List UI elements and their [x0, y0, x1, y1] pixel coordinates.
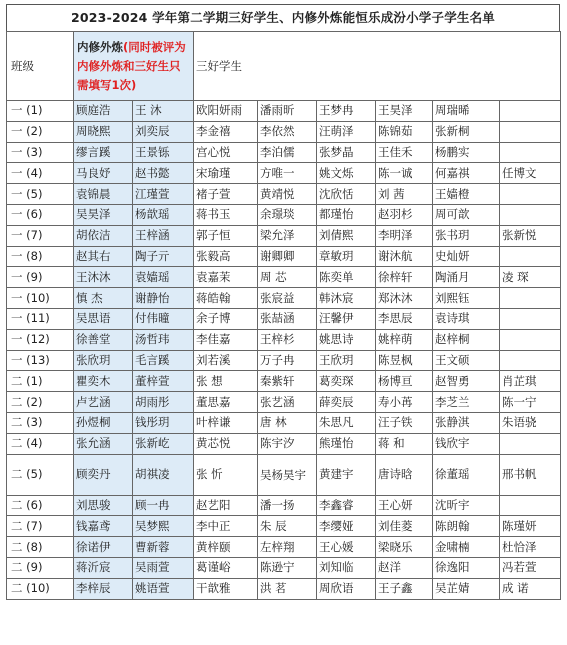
sanhao-name-cell: 刘佳菱 [376, 516, 433, 537]
neixiu-name-cell: 张新屹 [133, 433, 194, 454]
sanhao-name-cell: 张新悦 [500, 225, 561, 246]
sanhao-name-cell: 都瑾怡 [317, 204, 376, 225]
class-cell: 二 (6) [7, 495, 74, 516]
sanhao-name-cell: 宋瑜瑾 [194, 163, 258, 184]
sanhao-name-cell: 陈奕单 [317, 267, 376, 288]
sanhao-name-cell: 陈锦茹 [376, 121, 433, 142]
sanhao-name-cell: 左梓翔 [258, 537, 317, 558]
table-row [7, 225, 561, 246]
sanhao-name-cell: 徐逸阳 [433, 557, 500, 578]
sanhao-name-cell: 凌 琛 [500, 267, 561, 288]
sanhao-name-cell: 史灿妍 [433, 246, 500, 267]
neixiu-name-cell: 徐诺伊 [74, 537, 133, 558]
sanhao-name-cell [500, 204, 561, 225]
class-cell: 二 (5) [7, 454, 74, 495]
table-row [7, 142, 561, 163]
sanhao-name-cell: 袁诗琪 [433, 308, 500, 329]
neixiu-name-cell: 李梓辰 [74, 578, 133, 599]
sanhao-name-cell: 李依然 [258, 121, 317, 142]
sanhao-name-cell: 蒋书玉 [194, 204, 258, 225]
sanhao-name-cell: 张 忻 [194, 454, 258, 495]
sanhao-name-cell: 陈一诚 [376, 163, 433, 184]
neixiu-name-cell: 杨歆瑶 [133, 204, 194, 225]
sanhao-name-cell: 朱 辰 [258, 516, 317, 537]
sanhao-name-cell: 邢书帆 [500, 454, 561, 495]
sanhao-name-cell: 陶涌月 [433, 267, 500, 288]
header-class: 班级 [7, 32, 74, 101]
neixiu-name-cell: 周晓熙 [74, 121, 133, 142]
sanhao-name-cell: 熊瑾怡 [317, 433, 376, 454]
table-row [7, 329, 561, 350]
table-row [7, 412, 561, 433]
sanhao-name-cell: 李中正 [194, 516, 258, 537]
sanhao-name-cell: 陈宇汐 [258, 433, 317, 454]
header-row [7, 32, 561, 101]
document [6, 4, 560, 600]
sanhao-name-cell [500, 101, 561, 122]
sanhao-name-cell: 郑沐沐 [376, 288, 433, 309]
sanhao-name-cell: 梁晓乐 [376, 537, 433, 558]
sanhao-name-cell [500, 142, 561, 163]
sanhao-name-cell: 刘熙钰 [433, 288, 500, 309]
class-cell: 一 (11) [7, 308, 74, 329]
sanhao-name-cell: 赵艺阳 [194, 495, 258, 516]
class-cell: 一 (8) [7, 246, 74, 267]
sanhao-name-cell: 梁允泽 [258, 225, 317, 246]
header-neixiu [74, 32, 194, 101]
sanhao-name-cell: 寿小苒 [376, 392, 433, 413]
neixiu-name-cell: 卢艺涵 [74, 392, 133, 413]
sanhao-name-cell: 陈昱枫 [376, 350, 433, 371]
neixiu-name-cell: 袁嫱瑶 [133, 267, 194, 288]
neixiu-name-cell: 胡祺凌 [133, 454, 194, 495]
sanhao-name-cell: 王梓杉 [258, 329, 317, 350]
neixiu-name-cell: 吴昊泽 [74, 204, 133, 225]
sanhao-name-cell: 黄建宇 [317, 454, 376, 495]
sanhao-name-cell: 叶梓谦 [194, 412, 258, 433]
student-table [6, 31, 561, 600]
sanhao-name-cell: 汪馨伊 [317, 308, 376, 329]
header-neixiu-label: 内修外炼 [77, 39, 123, 54]
neixiu-name-cell: 孙煜桐 [74, 412, 133, 433]
sanhao-name-cell: 吴杨昊宇 [258, 454, 317, 495]
sanhao-name-cell [500, 288, 561, 309]
sanhao-name-cell [500, 184, 561, 205]
sanhao-name-cell: 王梦冉 [317, 101, 376, 122]
neixiu-name-cell: 胡雨彤 [133, 392, 194, 413]
sanhao-name-cell: 杨博亘 [376, 371, 433, 392]
sanhao-name-cell: 赵洋 [376, 557, 433, 578]
class-cell: 二 (1) [7, 371, 74, 392]
sanhao-name-cell: 薛奕辰 [317, 392, 376, 413]
sanhao-name-cell [500, 121, 561, 142]
table-row [7, 163, 561, 184]
sanhao-name-cell: 李芝兰 [433, 392, 500, 413]
table-row [7, 246, 561, 267]
sanhao-name-cell: 章敏玥 [317, 246, 376, 267]
neixiu-name-cell: 谢静怡 [133, 288, 194, 309]
sanhao-name-cell: 赵羽杉 [376, 204, 433, 225]
sanhao-name-cell: 张新桐 [433, 121, 500, 142]
neixiu-name-cell: 慎 杰 [74, 288, 133, 309]
document-title: 2023-2024 学年第二学期三好学生、内修外炼能恒乐成汾小学子学生名单 [6, 4, 560, 31]
sanhao-name-cell: 王嫱橙 [433, 184, 500, 205]
sanhao-name-cell [500, 329, 561, 350]
neixiu-name-cell: 曹新蓉 [133, 537, 194, 558]
neixiu-name-cell: 顾奕丹 [74, 454, 133, 495]
class-cell: 一 (4) [7, 163, 74, 184]
table-row [7, 371, 561, 392]
sanhao-name-cell: 张 想 [194, 371, 258, 392]
neixiu-name-cell: 董梓萱 [133, 371, 194, 392]
sanhao-name-cell: 周 芯 [258, 267, 317, 288]
class-cell: 二 (10) [7, 578, 74, 599]
sanhao-name-cell: 郭子恒 [194, 225, 258, 246]
neixiu-name-cell: 钱彤玥 [133, 412, 194, 433]
sanhao-name-cell: 王欣玥 [317, 350, 376, 371]
sanhao-name-cell: 洪 茗 [258, 578, 317, 599]
class-cell: 一 (6) [7, 204, 74, 225]
neixiu-name-cell: 钱嘉鸢 [74, 516, 133, 537]
sanhao-name-cell: 金啸楠 [433, 537, 500, 558]
class-cell: 二 (3) [7, 412, 74, 433]
sanhao-name-cell: 刘 茜 [376, 184, 433, 205]
class-cell: 二 (2) [7, 392, 74, 413]
table-row [7, 454, 561, 495]
sanhao-name-cell: 张梦晶 [317, 142, 376, 163]
sanhao-name-cell: 杜恰泽 [500, 537, 561, 558]
neixiu-name-cell: 王沐沐 [74, 267, 133, 288]
table-row [7, 537, 561, 558]
sanhao-name-cell: 秦紫轩 [258, 371, 317, 392]
sanhao-name-cell: 李佳嘉 [194, 329, 258, 350]
class-cell: 一 (13) [7, 350, 74, 371]
class-cell: 二 (9) [7, 557, 74, 578]
sanhao-name-cell: 谢卿卿 [258, 246, 317, 267]
neixiu-name-cell: 付伟曈 [133, 308, 194, 329]
sanhao-name-cell: 陈一宁 [500, 392, 561, 413]
class-cell: 一 (9) [7, 267, 74, 288]
sanhao-name-cell: 蒋 和 [376, 433, 433, 454]
sanhao-name-cell: 李泊儒 [258, 142, 317, 163]
sanhao-name-cell: 张毅高 [194, 246, 258, 267]
neixiu-name-cell: 袁锦晨 [74, 184, 133, 205]
sanhao-name-cell: 陈朗翰 [433, 516, 500, 537]
class-cell: 一 (7) [7, 225, 74, 246]
sanhao-name-cell: 沈昕宇 [433, 495, 500, 516]
neixiu-name-cell: 蒋沂宸 [74, 557, 133, 578]
sanhao-name-cell: 干歆雅 [194, 578, 258, 599]
sanhao-name-cell: 周瑞晞 [433, 101, 500, 122]
sanhao-name-cell: 宫心悦 [194, 142, 258, 163]
sanhao-name-cell: 余璟琰 [258, 204, 317, 225]
table-row [7, 433, 561, 454]
table-row [7, 267, 561, 288]
sanhao-name-cell: 王心媛 [317, 537, 376, 558]
neixiu-name-cell: 王梓涵 [133, 225, 194, 246]
sanhao-name-cell: 董思嘉 [194, 392, 258, 413]
neixiu-name-cell: 江瑾萱 [133, 184, 194, 205]
sanhao-name-cell: 张静淇 [433, 412, 500, 433]
sanhao-name-cell: 朱思凡 [317, 412, 376, 433]
neixiu-name-cell: 刘奕辰 [133, 121, 194, 142]
sanhao-name-cell: 李明泽 [376, 225, 433, 246]
sanhao-name-cell: 周欣语 [317, 578, 376, 599]
sanhao-name-cell: 成 诺 [500, 578, 561, 599]
sanhao-name-cell: 冯若萱 [500, 557, 561, 578]
sanhao-name-cell [500, 495, 561, 516]
sanhao-name-cell: 任博文 [500, 163, 561, 184]
sanhao-name-cell: 刘知临 [317, 557, 376, 578]
header-neixiu-note: (同时被评为内修外炼和三好生只需填写1次) [77, 39, 186, 92]
sanhao-name-cell: 黄芯悦 [194, 433, 258, 454]
neixiu-name-cell: 王景铄 [133, 142, 194, 163]
neixiu-name-cell: 张欣玥 [74, 350, 133, 371]
class-cell: 一 (12) [7, 329, 74, 350]
neixiu-name-cell: 缪言蹊 [74, 142, 133, 163]
sanhao-name-cell: 王佳禾 [376, 142, 433, 163]
sanhao-name-cell: 汪萌泽 [317, 121, 376, 142]
sanhao-name-cell: 潘一扬 [258, 495, 317, 516]
sanhao-name-cell: 赵梓桐 [433, 329, 500, 350]
sanhao-name-cell: 韩沐宸 [317, 288, 376, 309]
sanhao-name-cell: 葛奕琛 [317, 371, 376, 392]
table-row [7, 557, 561, 578]
class-cell: 一 (1) [7, 101, 74, 122]
sanhao-name-cell [500, 246, 561, 267]
neixiu-name-cell: 王 沐 [133, 101, 194, 122]
sanhao-name-cell: 徐董瑶 [433, 454, 500, 495]
neixiu-name-cell: 刘思骏 [74, 495, 133, 516]
sanhao-name-cell: 唐诗晗 [376, 454, 433, 495]
class-cell: 一 (2) [7, 121, 74, 142]
sanhao-name-cell: 褚子萱 [194, 184, 258, 205]
sanhao-name-cell: 姚文烁 [317, 163, 376, 184]
sanhao-name-cell: 张宸益 [258, 288, 317, 309]
neixiu-name-cell: 赵书懿 [133, 163, 194, 184]
sanhao-name-cell: 余子博 [194, 308, 258, 329]
sanhao-name-cell: 徐梓轩 [376, 267, 433, 288]
sanhao-name-cell: 欧阳妍雨 [194, 101, 258, 122]
sanhao-name-cell: 何嘉祺 [433, 163, 500, 184]
table-row [7, 204, 561, 225]
sanhao-name-cell: 王子鑫 [376, 578, 433, 599]
table-row [7, 288, 561, 309]
sanhao-name-cell: 蒋皓翰 [194, 288, 258, 309]
sanhao-name-cell: 袁嘉茉 [194, 267, 258, 288]
neixiu-name-cell: 汤哲玮 [133, 329, 194, 350]
class-cell: 一 (10) [7, 288, 74, 309]
sanhao-name-cell: 姚思诗 [317, 329, 376, 350]
table-row [7, 495, 561, 516]
class-cell: 二 (7) [7, 516, 74, 537]
sanhao-name-cell: 黄靖悦 [258, 184, 317, 205]
sanhao-name-cell: 潘雨昕 [258, 101, 317, 122]
class-cell: 二 (4) [7, 433, 74, 454]
neixiu-name-cell: 陶子亓 [133, 246, 194, 267]
sanhao-name-cell: 张喆涵 [258, 308, 317, 329]
neixiu-name-cell: 张允涵 [74, 433, 133, 454]
sanhao-name-cell: 方唯一 [258, 163, 317, 184]
class-cell: 一 (3) [7, 142, 74, 163]
sanhao-name-cell: 周可歆 [433, 204, 500, 225]
sanhao-name-cell: 张艺涵 [258, 392, 317, 413]
sanhao-name-cell: 吴芷婧 [433, 578, 500, 599]
neixiu-name-cell: 吴雨萱 [133, 557, 194, 578]
sanhao-name-cell [500, 308, 561, 329]
sanhao-name-cell: 张书玥 [433, 225, 500, 246]
sanhao-name-cell: 刘倩熙 [317, 225, 376, 246]
sanhao-name-cell: 姚梓萌 [376, 329, 433, 350]
sanhao-name-cell: 谢沐航 [376, 246, 433, 267]
sanhao-name-cell: 陈逊宁 [258, 557, 317, 578]
sanhao-name-cell: 钱欣宇 [433, 433, 500, 454]
sanhao-name-cell: 朱语骁 [500, 412, 561, 433]
sanhao-name-cell: 葛谨峪 [194, 557, 258, 578]
sanhao-name-cell: 王文硕 [433, 350, 500, 371]
sanhao-name-cell: 肖芷琪 [500, 371, 561, 392]
sanhao-name-cell: 李缨娅 [317, 516, 376, 537]
sanhao-name-cell: 汪子铁 [376, 412, 433, 433]
table-row [7, 101, 561, 122]
neixiu-name-cell: 吴梦熙 [133, 516, 194, 537]
sanhao-name-cell: 赵智勇 [433, 371, 500, 392]
table-row [7, 578, 561, 599]
table-row [7, 516, 561, 537]
table-row [7, 121, 561, 142]
neixiu-name-cell: 徐善堂 [74, 329, 133, 350]
sanhao-name-cell: 沈欣恬 [317, 184, 376, 205]
sanhao-name-cell: 黄梓颐 [194, 537, 258, 558]
sanhao-name-cell: 万子冉 [258, 350, 317, 371]
neixiu-name-cell: 胡依洁 [74, 225, 133, 246]
sanhao-name-cell: 李金禧 [194, 121, 258, 142]
neixiu-name-cell: 瞿奕木 [74, 371, 133, 392]
header-sanhao: 三好学生 [194, 32, 561, 101]
neixiu-name-cell: 顾庭浩 [74, 101, 133, 122]
neixiu-name-cell: 吴思语 [74, 308, 133, 329]
neixiu-name-cell: 顾一冉 [133, 495, 194, 516]
sanhao-name-cell: 陈瑾妍 [500, 516, 561, 537]
sanhao-name-cell: 刘若溪 [194, 350, 258, 371]
neixiu-name-cell: 赵其右 [74, 246, 133, 267]
sanhao-name-cell: 王昊泽 [376, 101, 433, 122]
neixiu-name-cell: 毛言蹊 [133, 350, 194, 371]
sanhao-name-cell: 李鑫睿 [317, 495, 376, 516]
sanhao-name-cell: 唐 林 [258, 412, 317, 433]
sanhao-name-cell [500, 433, 561, 454]
sanhao-name-cell [500, 350, 561, 371]
neixiu-name-cell: 马良妤 [74, 163, 133, 184]
table-row [7, 350, 561, 371]
sanhao-name-cell: 李思辰 [376, 308, 433, 329]
neixiu-name-cell: 姚语萱 [133, 578, 194, 599]
table-row [7, 184, 561, 205]
table-row [7, 392, 561, 413]
sanhao-name-cell: 王心妍 [376, 495, 433, 516]
table-row [7, 308, 561, 329]
class-cell: 二 (8) [7, 537, 74, 558]
class-cell: 一 (5) [7, 184, 74, 205]
sanhao-name-cell: 杨鹏实 [433, 142, 500, 163]
